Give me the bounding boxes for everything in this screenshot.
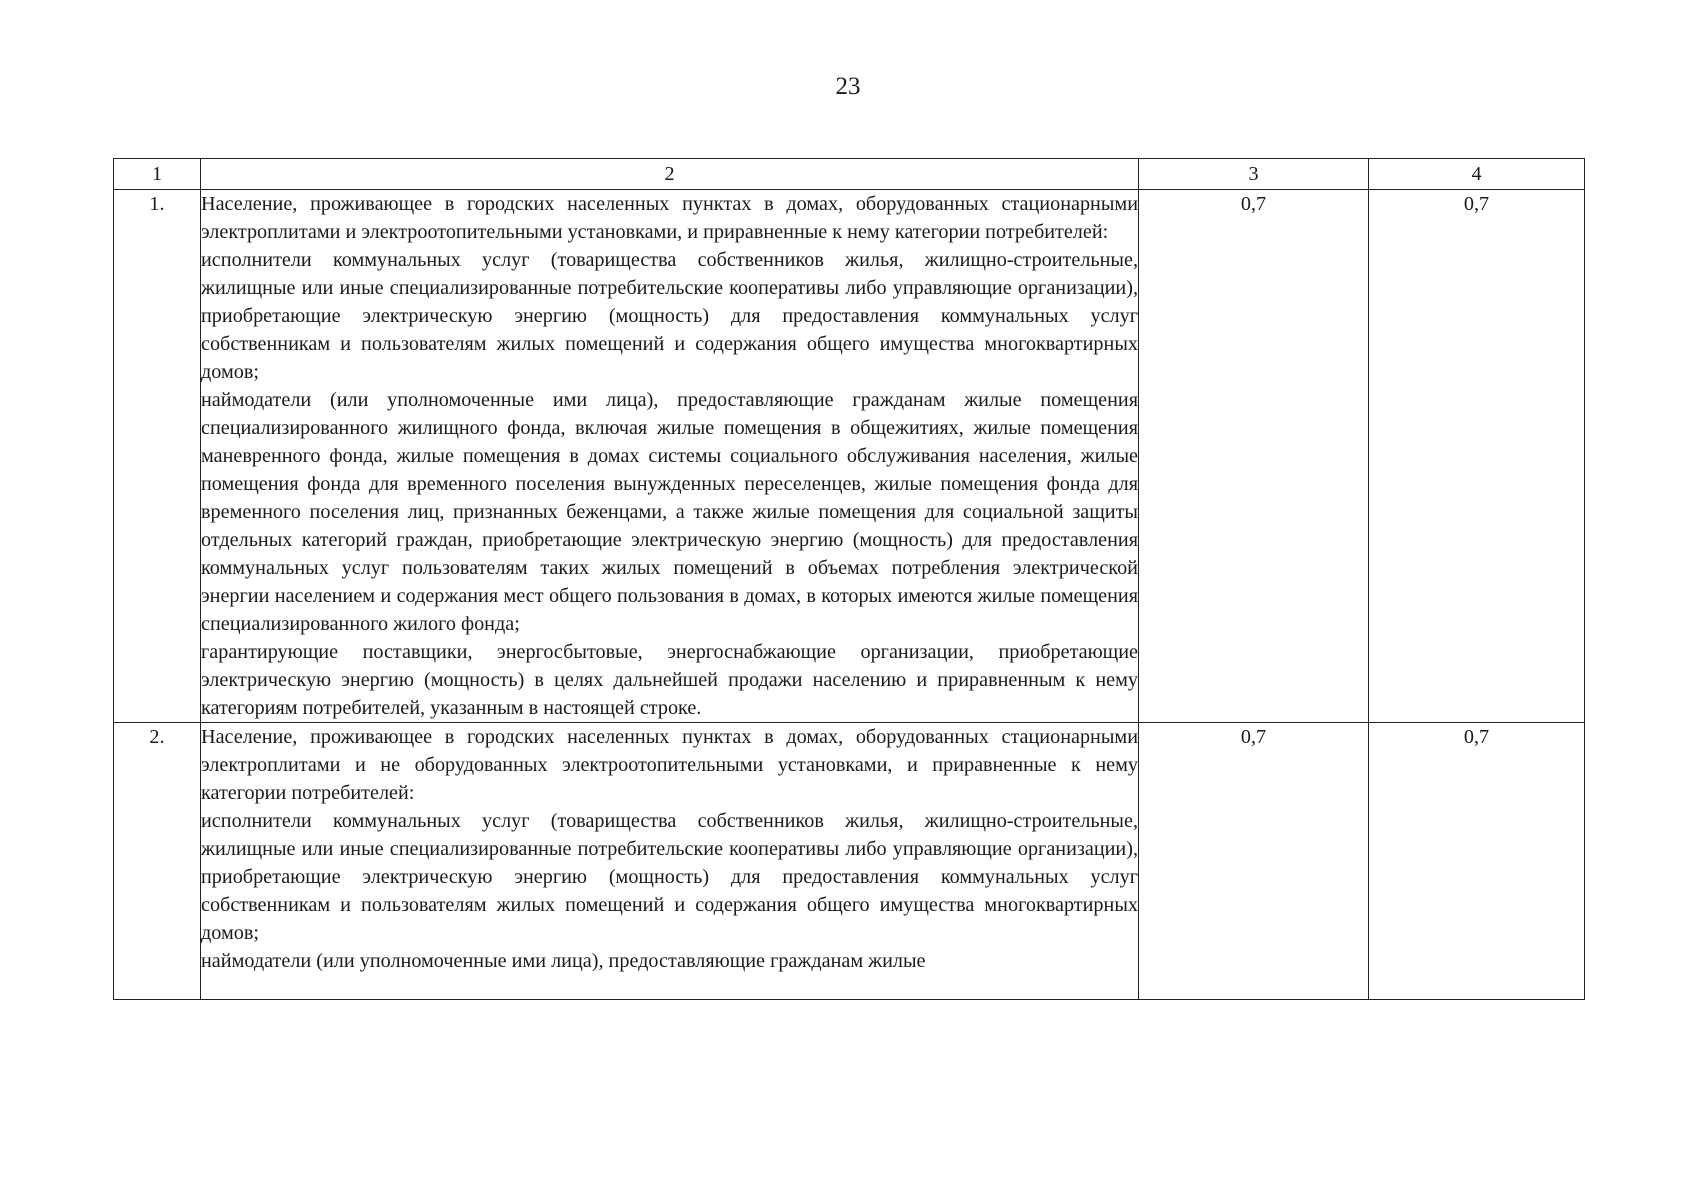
row-description (201, 190, 1139, 723)
row-description (201, 723, 1139, 1000)
row-value-col3: 0,7 (1139, 190, 1369, 723)
row-paragraph: гарантирующие поставщики, энергосбытовые, энергоснабжающие организации, приобретающие электрическую энергию (мощность) в целях дальнейшей продажи населению и приравненным к нему категориям потребителей, указанным в настоящей строке. (201, 641, 1138, 719)
column-header-3: 3 (1139, 159, 1369, 190)
tariff-table (113, 158, 1585, 1000)
column-header-4: 4 (1369, 159, 1585, 190)
row-number: 2. (114, 723, 201, 1000)
row-paragraph: Население, проживающее в городских населенных пунктах в домах, оборудованных стационарными электроплитами и электроотопительными установками, и приравненные к нему категории потребителей: (201, 193, 1138, 243)
row-paragraph: наймодатели (или уполномоченные ими лица), предоставляющие гражданам жилые (201, 950, 926, 972)
row-number: 1. (114, 190, 201, 723)
row-value-col3: 0,7 (1139, 723, 1369, 1000)
row-value-col4: 0,7 (1369, 723, 1585, 1000)
table-row (114, 723, 1585, 1000)
column-header-1: 1 (114, 159, 201, 190)
table-row (114, 190, 1585, 723)
row-paragraph: исполнители коммунальных услуг (товарищества собственников жилья, жилищно-строительные, жилищные или иные специализированные потребительские кооперативы либо управляющие организации), приобретающие электрическую энергию (мощность) для предоставления коммунальных услуг собственникам и пользователям жилых помещений и содержания общего имущества многоквартирных домов; (201, 249, 1138, 383)
row-paragraph: наймодатели (или уполномоченные ими лица), предоставляющие гражданам жилые помещения специализированного жилищного фонда, включая жилые помещения в общежитиях, жилые помещения маневренного фонда, жилые помещения в домах системы социального обслуживания населения, жилые помещения фонда для временного поселения вынужденных переселенцев, жилые помещения фонда для временного поселения лиц, признанных беженцами, а также жилые помещения для социальной защиты отдельных категорий граждан, приобретающие электрическую энергию (мощность) для предоставления коммунальных услуг пользователям таких жилых помещений в объемах потребления электрической энергии населением и содержания мест общего пользования в домах, в которых имеются жилые помещения специализированного жилого фонда; (201, 389, 1138, 635)
page-number: 23 (835, 73, 861, 100)
table-header-row (114, 159, 1585, 190)
row-value-col4: 0,7 (1369, 190, 1585, 723)
row-paragraph: исполнители коммунальных услуг (товарищества собственников жилья, жилищно-строительные, жилищные или иные специализированные потребительские кооперативы либо управляющие организации), приобретающие электрическую энергию (мощность) для предоставления коммунальных услуг собственникам и пользователям жилых помещений и содержания общего имущества многоквартирных домов; (201, 810, 1138, 944)
column-header-2: 2 (201, 159, 1139, 190)
row-paragraph: Население, проживающее в городских населенных пунктах в домах, оборудованных стационарными электроплитами и не оборудованных электроотопительными установками, и приравненные к нему категории потребителей: (201, 726, 1138, 804)
